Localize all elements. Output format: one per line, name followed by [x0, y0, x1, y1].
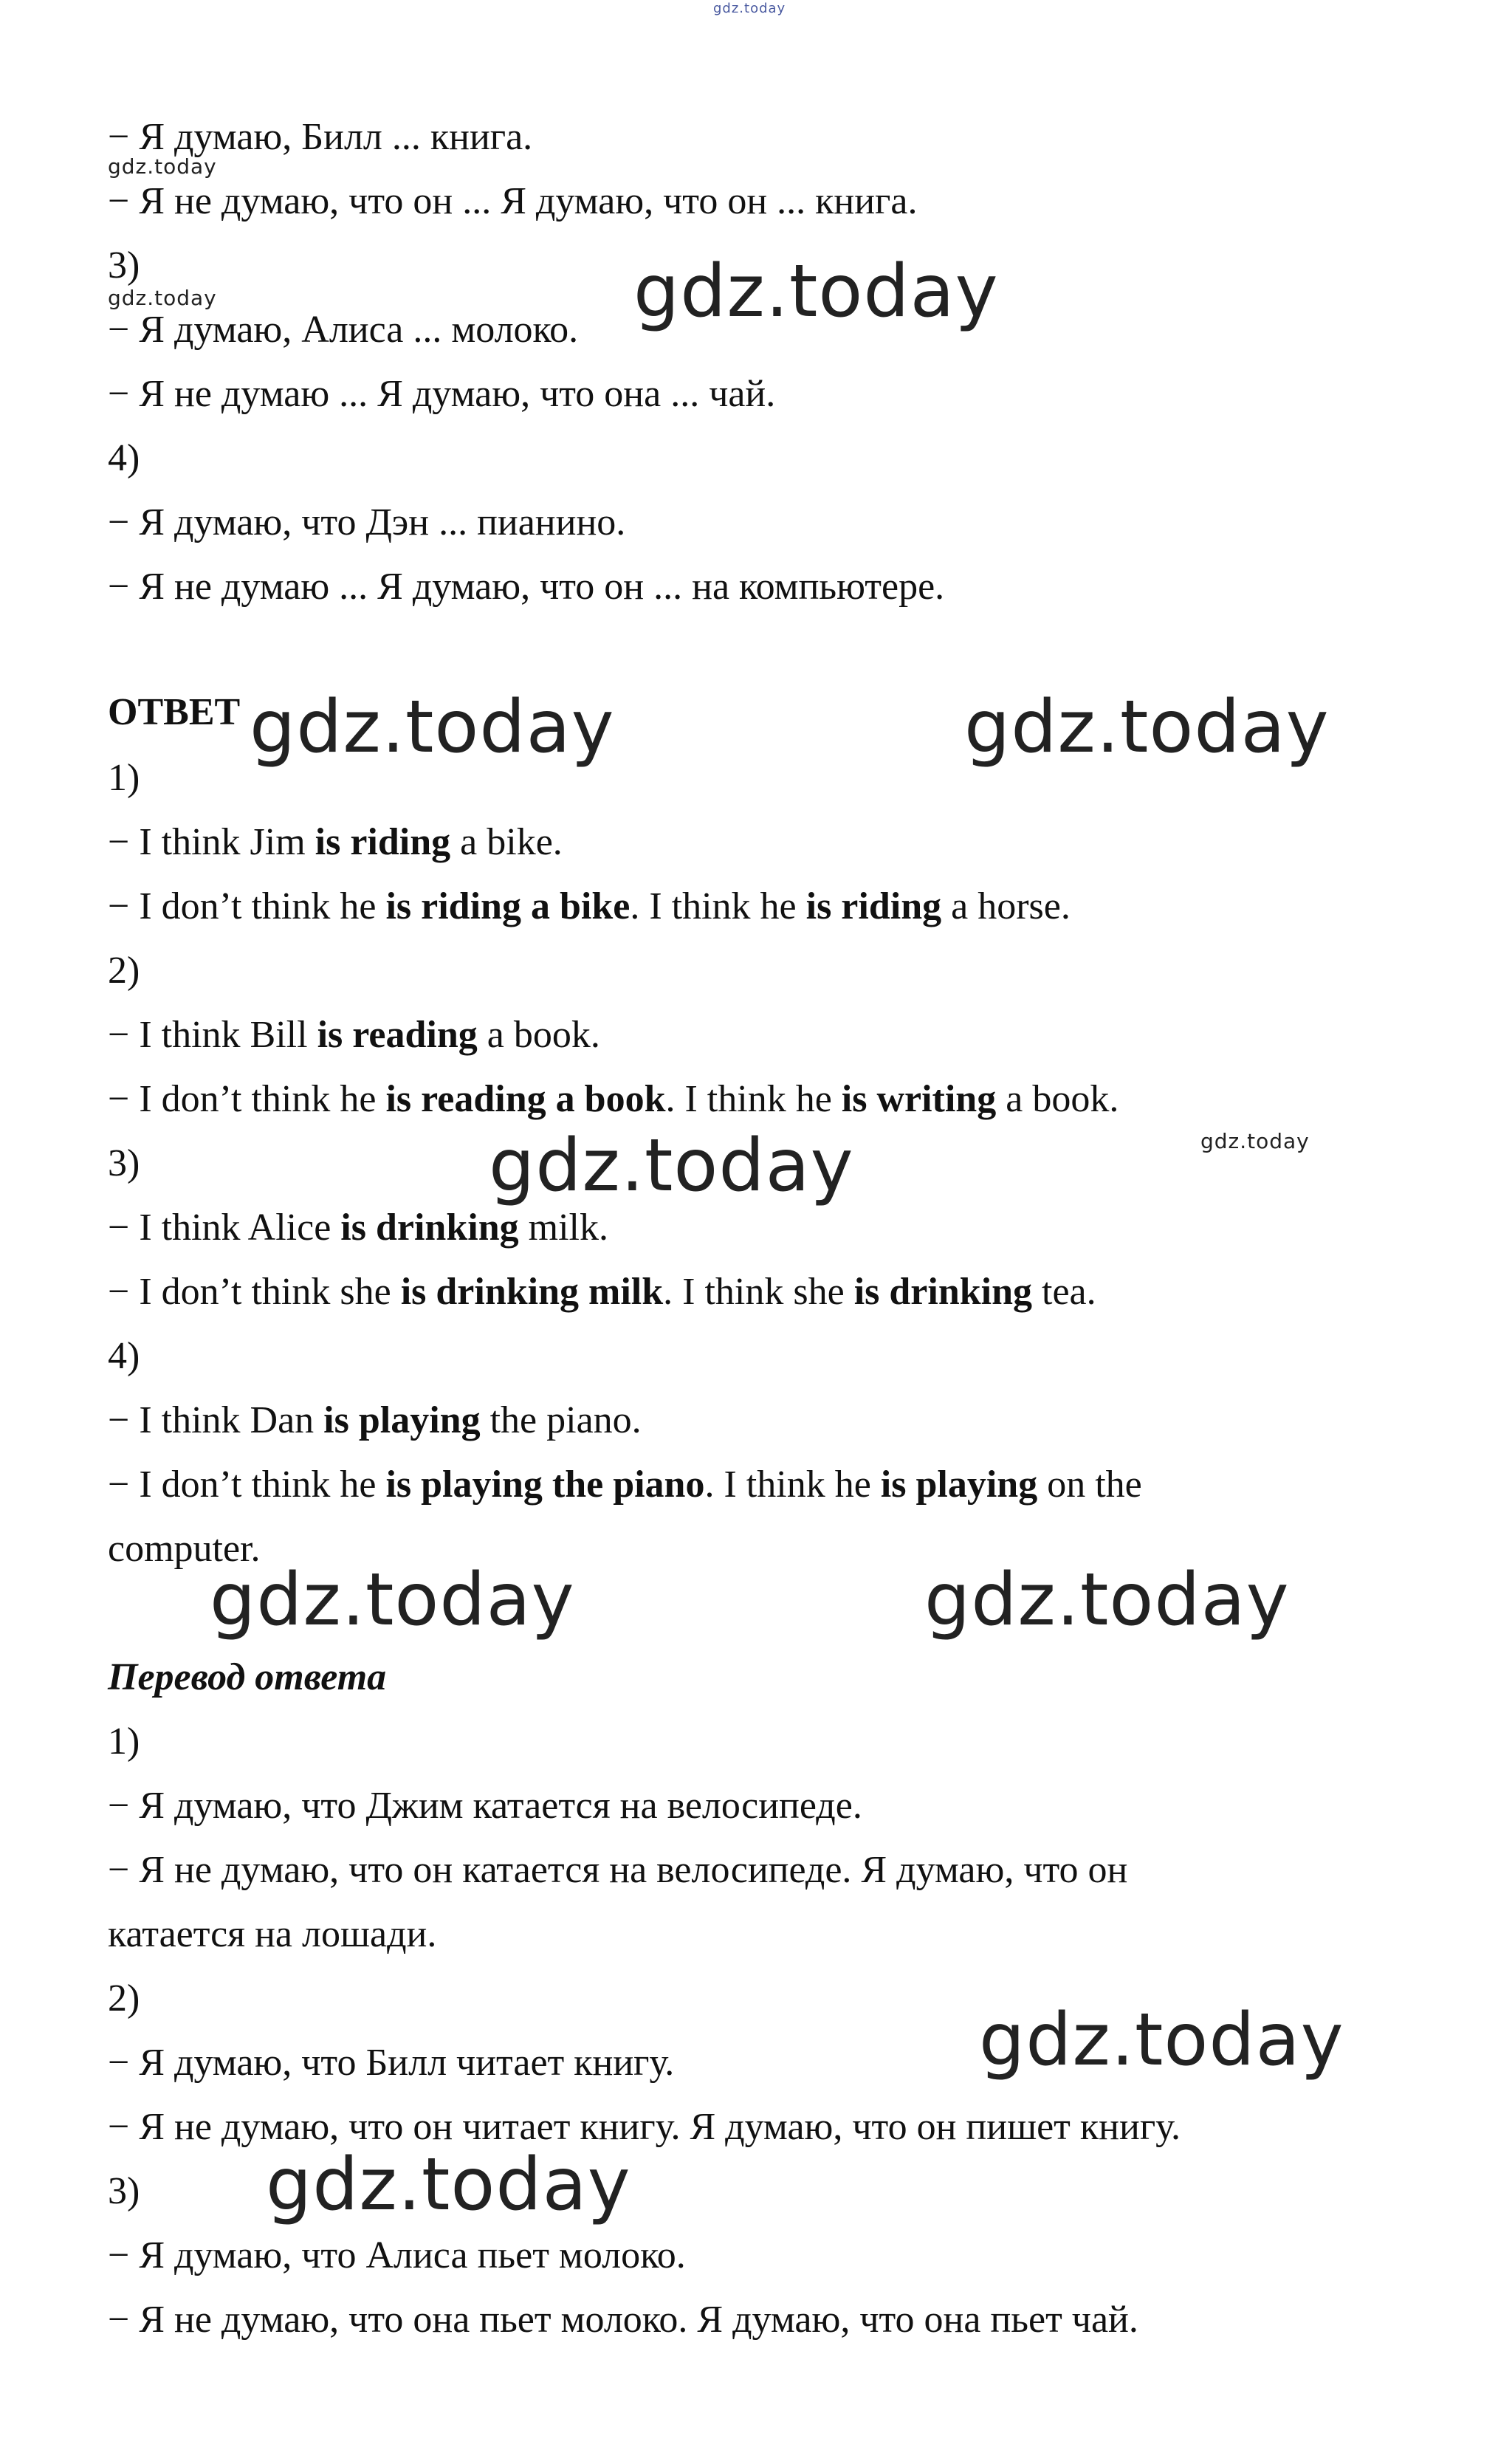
answer-line: computer. — [108, 1528, 261, 1570]
answer-line: − I think Dan is playing the piano. — [108, 1399, 642, 1441]
item-number: 2) — [108, 950, 140, 992]
item-number: 1) — [108, 757, 140, 799]
item-number: 4) — [108, 1335, 140, 1377]
answer-line: − I don’t think he is playing the piano. I think he is playing on the — [108, 1463, 1142, 1506]
translation-line: катается на лошади. — [108, 1913, 437, 1955]
translation-line: − Я не думаю, что она пьет молоко. Я думаю, что она пьет чай. — [108, 2299, 1138, 2341]
big-watermark: gdz.today — [250, 685, 615, 769]
top-watermark: gdz.today — [713, 1, 786, 16]
answer-line: − I think Alice is drinking milk. — [108, 1207, 608, 1249]
translation-line: − Я думаю, что Билл читает книгу. — [108, 2042, 675, 2084]
answer-line: − I don’t think he is riding a bike. I think he is riding a horse. — [108, 885, 1071, 927]
task-line: − Я думаю, Алиса ... молоко. — [108, 309, 579, 351]
big-watermark: gdz.today — [979, 1998, 1344, 2082]
item-number: 3) — [108, 1142, 140, 1184]
small-watermark: gdz.today — [108, 154, 217, 179]
task-line: − Я не думаю ... Я думаю, что она ... чай. — [108, 373, 776, 415]
big-watermark: gdz.today — [210, 1558, 575, 1642]
big-watermark: gdz.today — [266, 2143, 631, 2227]
task-line: − Я думаю, что Дэн ... пианино. — [108, 501, 626, 543]
answer-line: − I think Bill is reading a book. — [108, 1014, 600, 1056]
answer-line: − I think Jim is riding a bike. — [108, 821, 563, 863]
big-watermark: gdz.today — [489, 1124, 854, 1208]
task-line: − Я думаю, Билл ... книга. — [108, 116, 533, 158]
item-number: 1) — [108, 1720, 140, 1763]
task-line: − Я не думаю, что он ... Я думаю, что он ... книга. — [108, 180, 918, 222]
translation-heading: Перевод ответа — [108, 1656, 387, 1698]
answer-heading: ОТВЕТ — [108, 691, 241, 733]
translation-line: − Я думаю, что Джим катается на велосипеде. — [108, 1785, 862, 1827]
small-watermark: gdz.today — [1200, 1129, 1310, 1153]
task-line: − Я не думаю ... Я думаю, что он ... на компьютере. — [108, 566, 945, 608]
answer-line: − I don’t think she is drinking milk. I think she is drinking tea. — [108, 1271, 1096, 1313]
big-watermark: gdz.today — [964, 685, 1330, 769]
translation-line: − Я не думаю, что он читает книгу. Я думаю, что он пишет книгу. — [108, 2106, 1181, 2148]
big-watermark: gdz.today — [633, 250, 999, 334]
item-number: 3) — [108, 2170, 140, 2212]
translation-line: − Я думаю, что Алиса пьет молоко. — [108, 2234, 686, 2276]
item-number: 3) — [108, 244, 140, 286]
item-number: 4) — [108, 437, 140, 479]
item-number: 2) — [108, 1977, 140, 2019]
big-watermark: gdz.today — [924, 1558, 1290, 1642]
answer-line: − I don’t think he is reading a book. I think he is writing a book. — [108, 1078, 1119, 1120]
translation-line: − Я не думаю, что он катается на велосипеде. Я думаю, что он — [108, 1849, 1128, 1891]
small-watermark: gdz.today — [108, 286, 217, 310]
